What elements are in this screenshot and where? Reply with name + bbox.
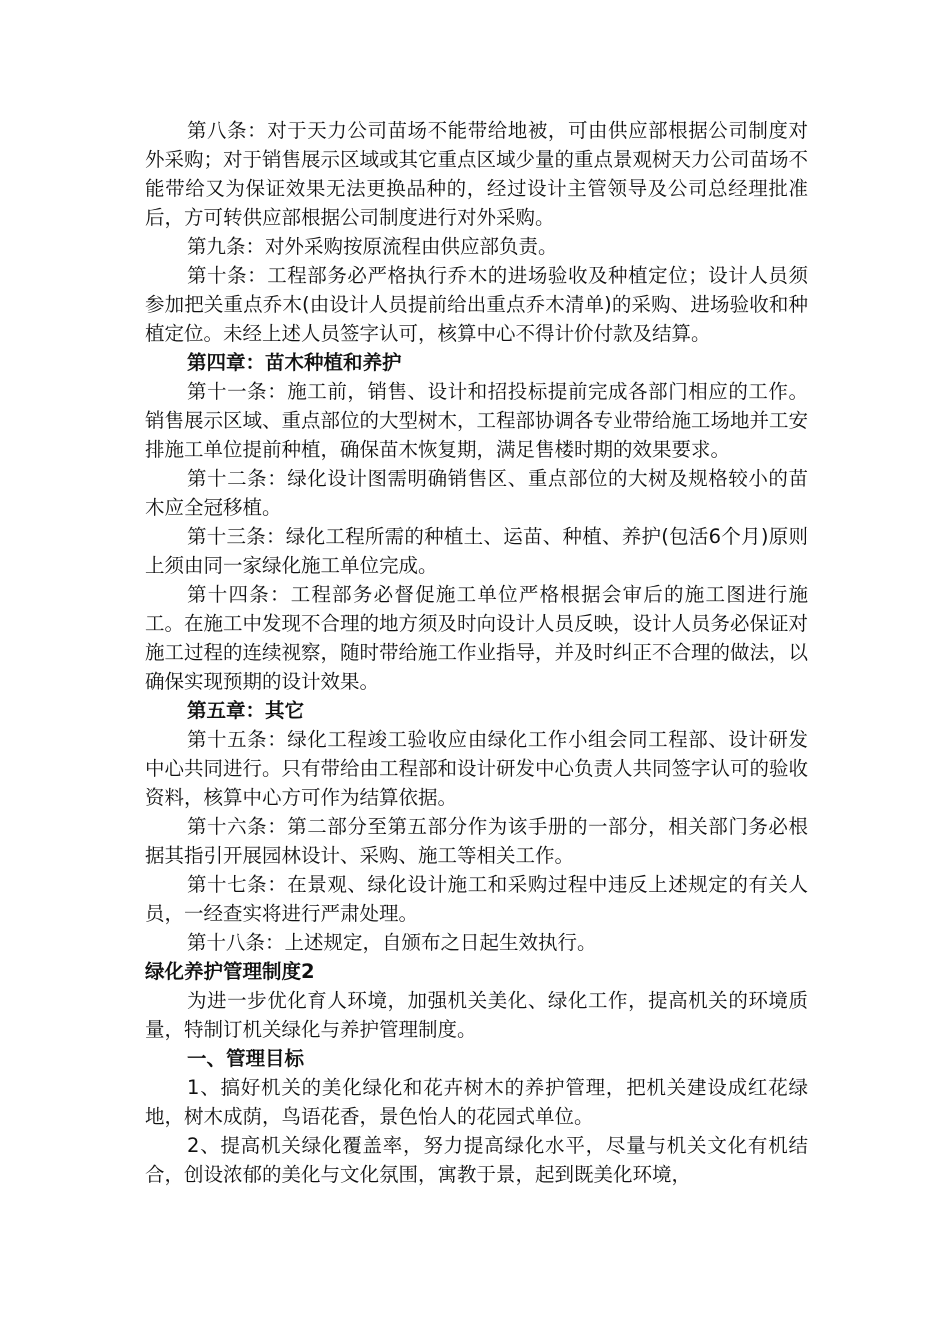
section-title: 绿化养护管理制度2 <box>145 960 315 983</box>
article-18-paragraph: 第十八条：上述规定，自颁布之日起生效执行。 <box>187 931 597 954</box>
article-9-paragraph: 第九条：对外采购按原流程由供应部负责。 <box>187 235 558 258</box>
article-11-paragraph: 第十一条：施工前，销售、设计和招投标提前完成各部门相应的工作。销售展示区域、重点部位的大型树木，工程部协调各专业带给施工场地并工安排施工单位提前种植，确保苗木恢复期，满足售楼时期的效果要求。 <box>145 380 809 461</box>
goal-1-paragraph: 1、搞好机关的美化绿化和花卉树木的养护管理，把机关建设成红花绿地，树木成荫，鸟语花香，景色怡人的花园式单位。 <box>145 1076 808 1128</box>
document-body <box>145 116 808 1189</box>
chapter-4-heading: 第四章：苗木种植和养护 <box>187 351 402 374</box>
goal-2-paragraph: 2、提高机关绿化覆盖率，努力提高绿化水平，尽量与机关文化有机结合，创设浓郁的美化与文化氛围，寓教于景，起到既美化环境， <box>145 1134 808 1186</box>
article-14-paragraph: 第十四条：工程部务必督促施工单位严格根据会审后的施工图进行施工。在施工中发现不合理的地方须及时向设计人员反映，设计人员务必保证对施工过程的连续视察，随时带给施工作业指导，并及时纠正不合理的做法，以确保实现预期的设计效果。 <box>145 583 809 693</box>
article-8-paragraph: 第八条：对于天力公司苗场不能带给地被，可由供应部根据公司制度对外采购；对于销售展示区域或其它重点区域少量的重点景观树天力公司苗场不能带给又为保证效果无法更换品种的，经过设计主管领导及公司总经理批准后，方可转供应部根据公司制度进行对外采购。 <box>145 119 809 229</box>
article-17-paragraph: 第十七条：在景观、绿化设计施工和采购过程中违反上述规定的有关人员，一经查实将进行严肃处理。 <box>145 873 808 925</box>
article-10-paragraph: 第十条：工程部务必严格执行乔木的进场验收及种植定位；设计人员须参加把关重点乔木(由设计人员提前给出重点乔木清单)的采购、进场验收和种植定位。未经上述人员签字认可，核算中心不得计价付款及结算。 <box>145 264 808 345</box>
chapter-5-heading: 第五章：其它 <box>187 699 305 722</box>
intro-paragraph: 为进一步优化育人环境，加强机关美化、绿化工作，提高机关的环境质量，特制订机关绿化与养护管理制度。 <box>145 989 808 1041</box>
article-15-paragraph: 第十五条：绿化工程竣工验收应由绿化工作小组会同工程部、设计研发中心共同进行。只有带给由工程部和设计研发中心负责人共同签字认可的验收资料，核算中心方可作为结算依据。 <box>145 728 809 809</box>
article-13-paragraph: 第十三条：绿化工程所需的种植土、运苗、种植、养护(包活6个月)原则上须由同一家绿化施工单位完成。 <box>145 525 808 577</box>
article-16-paragraph: 第十六条：第二部分至第五部分作为该手册的一部分，相关部门务必根据其指引开展园林设计、采购、施工等相关工作。 <box>145 815 808 867</box>
article-12-paragraph: 第十二条：绿化设计图需明确销售区、重点部位的大树及规格较小的苗木应全冠移植。 <box>145 467 808 519</box>
management-goals-heading: 一、管理目标 <box>187 1047 305 1070</box>
